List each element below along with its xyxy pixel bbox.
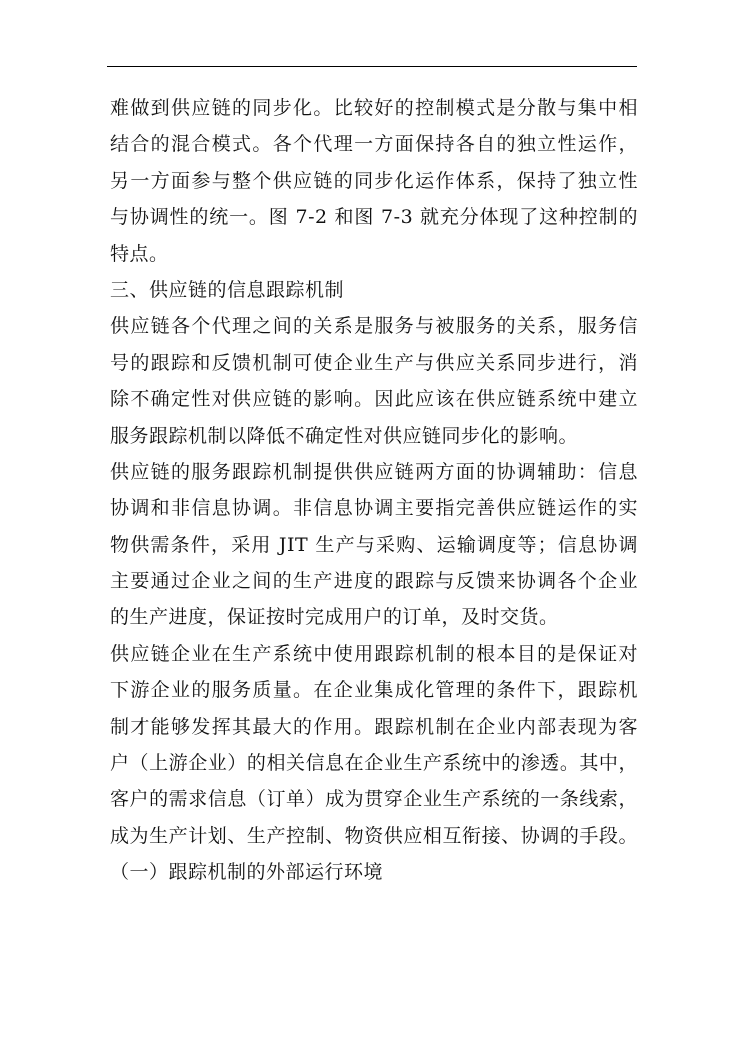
text-line: 号的跟踪和反馈机制可使企业生产与供应关系同步进行，消	[110, 351, 638, 374]
text-line: 协调和非信息协调。非信息协调主要指完善供应链运作的实	[110, 497, 638, 520]
text-line: 服务跟踪机制以降低不确定性对供应链同步化的影响。	[110, 424, 579, 447]
text-line: 另一方面参与整个供应链的同步化运作体系，保持了独立性	[110, 169, 638, 192]
text-line: 的生产进度，保证按时完成用户的订单，及时交货。	[110, 606, 559, 629]
text-line: 主要通过企业之间的生产进度的跟踪与反馈来协调各个企业	[110, 570, 638, 593]
text-line: 供应链企业在生产系统中使用跟踪机制的根本目的是保证对	[110, 642, 638, 665]
text-line: 特点。	[110, 242, 169, 265]
text-line: 户（上游企业）的相关信息在企业生产系统中的渗透。其中，	[110, 752, 638, 775]
text-line: 成为生产计划、生产控制、物资供应相互衔接、协调的手段。	[110, 824, 638, 847]
text-line: 客户的需求信息（订单）成为贯穿企业生产系统的一条线索，	[110, 788, 638, 811]
text-line: 制才能够发挥其最大的作用。跟踪机制在企业内部表现为客	[110, 715, 638, 738]
text-line: 供应链各个代理之间的关系是服务与被服务的关系，服务信	[110, 315, 638, 338]
header-rule	[107, 66, 637, 67]
text-line: 供应链的服务跟踪机制提供供应链两方面的协调辅助：信息	[110, 460, 638, 483]
text-line: 物供需条件，采用 JIT 生产与采购、运输调度等；信息协调	[110, 533, 638, 556]
section-heading: 三、供应链的信息跟踪机制	[110, 278, 345, 301]
text-line: 与协调性的统一。图 7-2 和图 7-3 就充分体现了这种控制的	[110, 206, 638, 229]
text-line: 结合的混合模式。各个代理一方面保持各自的独立性运作，	[110, 133, 638, 156]
subsection-heading: （一）跟踪机制的外部运行环境	[110, 861, 384, 884]
document-body	[110, 90, 638, 891]
text-line: 除不确定性对供应链的影响。因此应该在供应链系统中建立	[110, 388, 638, 411]
text-line: 下游企业的服务质量。在企业集成化管理的条件下，跟踪机	[110, 679, 638, 702]
text-line: 难做到供应链的同步化。比较好的控制模式是分散与集中相	[110, 97, 638, 119]
